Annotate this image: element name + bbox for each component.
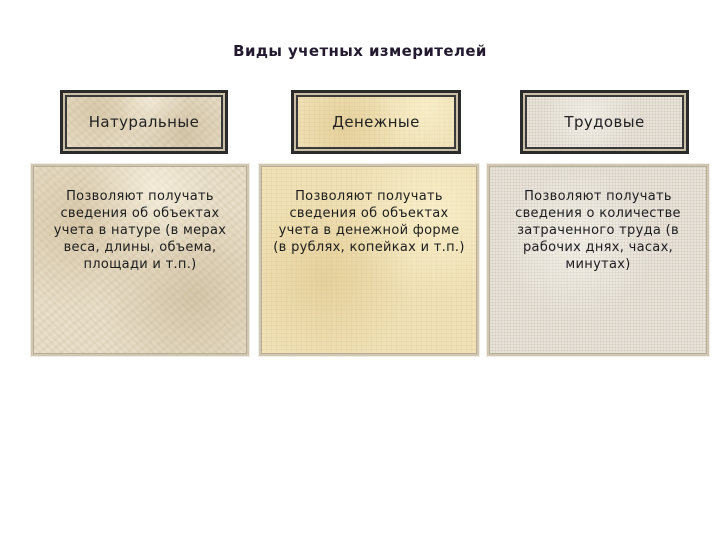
page-title: Виды учетных измерителей xyxy=(233,42,487,60)
description-monetary-text: Позволяют получать сведения об объектах учета в денежной форме (в рублях, копейках и т.п.) xyxy=(273,189,465,255)
header-monetary xyxy=(291,90,461,154)
description-labor xyxy=(487,164,709,356)
header-labor-label: Трудовые xyxy=(564,113,645,131)
header-labor xyxy=(520,90,689,154)
header-natural xyxy=(60,90,228,154)
header-natural-label: Натуральные xyxy=(88,113,200,131)
header-monetary-label: Денежные xyxy=(332,113,420,131)
description-natural xyxy=(31,164,249,356)
description-monetary xyxy=(259,164,479,356)
description-natural-text: Позволяют получать сведения об объектах учета в натуре (в мерах веса, длины, объема, площади и т.п.) xyxy=(53,189,227,272)
description-labor-text: Позволяют получать сведения о количестве затраченного труда (в рабочих днях, часах, минутах) xyxy=(515,189,681,272)
